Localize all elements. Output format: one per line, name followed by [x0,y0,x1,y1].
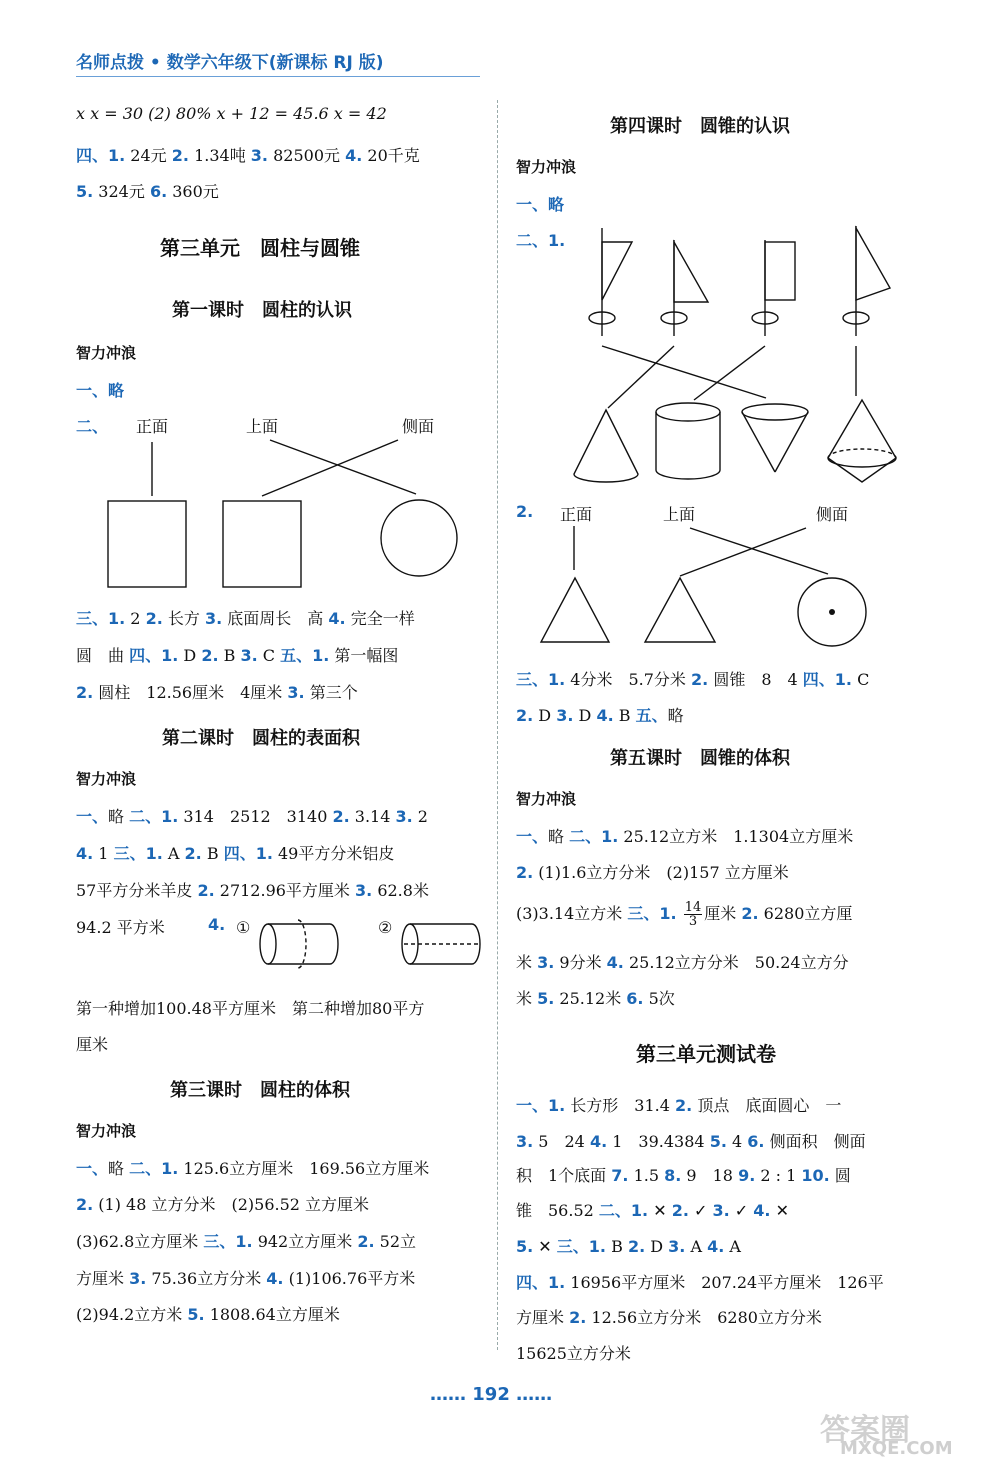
question-number: 五、1. [280,646,330,665]
fraction-numerator: 14 [684,900,702,915]
answer-line [516,824,853,847]
answer-text: 5次 [643,989,675,1008]
front-view-triangle [541,578,609,642]
answer-text: 5 24 [533,1132,590,1151]
question-number: 三、1. [627,904,677,923]
question-number: 四、1. [129,646,179,665]
answer-line [76,1302,340,1325]
answer-text: 方厘米 [516,1308,570,1327]
answer-text: 75.36立方分米 [146,1269,267,1288]
answer-text: 1.34吨 [188,146,251,165]
answer-line [516,703,684,726]
answer-text: 略 [108,807,130,826]
answer-line: x x = 30 (2) 80% x + 12 = 45.6 x = 42 [76,104,387,123]
answer-text: 57平方分米羊皮 [76,881,198,900]
view-label: 正面 [136,417,169,436]
question-number: 2. [145,609,163,628]
answer-line [76,1229,416,1252]
answer-text: 第一幅图 [329,646,399,665]
answer-text: 略 [548,827,570,846]
lesson-title: 第三课时 圆柱的体积 [170,1080,350,1101]
question-number: 2. [171,146,189,165]
answer-text: ✓ [729,1201,754,1220]
question-number: 5. [76,182,94,201]
answer-line [516,1305,822,1328]
answer-text: 2712.96平方厘米 [214,881,356,900]
question-number: 4. [753,1201,771,1220]
answer-text: 锥 56.52 [516,1201,599,1220]
lesson-title: 第四课时 圆锥的认识 [610,116,790,137]
unit-title: 第三单元 圆柱与圆锥 [160,236,360,260]
question-number: 2. [516,706,534,725]
answer-line: 厘米 [76,1035,109,1054]
cone-views-diagram [0,0,1000,700]
answer-text: 9分米 [554,953,607,972]
answer-text: 942立方厘米 [252,1232,358,1251]
answer-text: C [257,646,281,665]
answer-text: 2 [125,609,146,628]
answer-text: 360元 [167,182,219,201]
answer-text: 25.12立方米 1.1304立方厘米 [618,827,854,846]
lesson-title: 第二课时 圆柱的表面积 [162,728,360,749]
answer-text: D [573,706,597,725]
question-number: 一、 [516,827,549,846]
question-number: 2. [741,904,759,923]
question-number: 3. [668,1237,686,1256]
question-number: 10. [801,1166,830,1185]
answer-text: 52立 [374,1232,416,1251]
answer-line [76,1156,429,1179]
answer-text: (1) 48 立方分米 (2)56.52 立方厘米 [93,1195,370,1214]
answer-text: 方厘米 [76,1269,130,1288]
answer-text: 24元 [125,146,172,165]
answer-text: ✕ [648,1201,672,1220]
answer-text: 62.8米 [372,881,429,900]
fraction-denominator: 3 [688,914,698,929]
question-number: 3. [240,646,258,665]
question-number: 一、 [76,807,109,826]
question-number: 2. [357,1232,375,1251]
question-number: 2. [184,844,202,863]
question-number: 3. [355,881,373,900]
question-number: 3. [516,1132,534,1151]
question-number: 三、1. [516,670,566,689]
answer-text: B [606,1237,628,1256]
answer-text: (1)1.6立方分米 (2)157 立方厘米 [533,863,789,882]
test-title: 第三单元测试卷 [636,1042,776,1066]
answer-text: ✓ [688,1201,713,1220]
view-label: 上面 [246,417,279,436]
answer-line [516,860,789,883]
answer-text: 长方 [162,609,205,628]
answer-text: 49平方分米铝皮 [272,844,395,863]
answer-text: 圆 [829,1166,851,1185]
answer-text: 顶点 底面圆心 一 [692,1096,842,1115]
question-number: 3. [537,953,555,972]
answer-text: 第三个 [304,683,358,702]
question-number: 三、1. [203,1232,253,1251]
answer-line [76,1266,415,1289]
question-number: 6. [626,989,644,1008]
question-number: 2. [671,1201,689,1220]
question-number: 2. [569,1308,587,1327]
answer-text: B [218,646,241,665]
answer-text: 324元 [93,182,150,201]
section-label: 智力冲浪 [76,1122,137,1140]
answer-text: D [178,646,202,665]
answer-text: A [162,844,185,863]
answer-line [516,1198,789,1221]
question-number: 6. [747,1132,765,1151]
question-number: 2. [332,807,350,826]
answer-text: (2)94.2立方米 [76,1305,188,1324]
answer-text: 积 1个底面 [516,1166,612,1185]
answer-text: 4 [726,1132,748,1151]
answer-line [516,667,869,690]
question-number: 4. [589,1132,608,1151]
answer-line [516,1129,866,1152]
question-number: 四、1. [802,670,853,689]
question-number: 3. [395,807,413,826]
answer-text: 长方形 31.4 [565,1096,676,1115]
page-header: 名师点拨 • 数学六年级下(新课标 RJ 版) [76,53,384,73]
question-number: 五、 [635,706,668,725]
answer-text: (1)106.76平方米 [283,1269,416,1288]
question-number: 三、1. [113,844,163,863]
answer-line: 第一种增加100.48平方厘米 第二种增加80平方 [76,999,425,1018]
answer-text: D [645,1237,669,1256]
section-label: 智力冲浪 [76,770,137,788]
question-number: 二、1. [129,1159,179,1178]
view-label: 侧面 [816,505,849,524]
answer-text: 1 [93,844,114,863]
question-number: 3. [556,706,574,725]
section-label: 智力冲浪 [516,158,577,176]
answer-text: 20千克 [362,146,420,165]
answer-text: 米 [516,953,538,972]
question-number: 4. [328,609,346,628]
question-number: 4. [208,915,226,934]
question-label: 二、 [76,417,109,436]
answer-text: 12.56立方分米 6280立方分米 [586,1308,822,1327]
question-number: 三、1. [556,1237,607,1256]
answer-line: 一、略 [516,195,565,214]
answer-line: 15625立方分米 [516,1344,631,1363]
answer-text: 9 18 [681,1166,739,1185]
answer-text: 314 2512 3140 [178,807,333,826]
lesson-title: 第五课时 圆锥的体积 [610,748,790,769]
cut-line [298,920,306,968]
question-number: 4. [707,1237,725,1256]
answer-line [516,986,675,1009]
view-label: 侧面 [402,417,435,436]
page-number: …… 192 …… [430,1384,553,1405]
question-number: 四、1. [76,146,126,165]
question-number: 一、 [76,1159,109,1178]
question-number: 7. [611,1166,629,1185]
answer-text: 侧面积 侧面 [764,1132,866,1151]
answer-text: 4分米 5.7分米 [565,670,692,689]
question-number: 二、1. [598,1201,649,1220]
answer-text: 完全一样 [345,609,415,628]
watermark-url: MXQE.COM [840,1438,953,1459]
question-number: 二、1. [569,827,619,846]
answer-text: 82500元 [268,146,346,165]
answer-line [516,950,849,973]
answer-text: 1 39.4384 [607,1132,710,1151]
answer-line: 一、略 [76,381,125,400]
answer-text: 25.12米 [554,989,627,1008]
question-number: 4. [345,146,363,165]
answer-text: 1808.64立方厘米 [204,1305,340,1324]
lesson-title: 第一课时 圆柱的认识 [172,300,352,321]
answer-text: 米 [516,989,538,1008]
answer-text: A [685,1237,708,1256]
question-number: 4. [266,1269,284,1288]
answer-line [516,1234,741,1257]
fraction [684,901,703,928]
section-label: 智力冲浪 [516,790,577,808]
answer-line: 94.2 平方米 [76,918,165,937]
question-number: 2. [76,1195,94,1214]
question-number: 5. [187,1305,205,1324]
answer-text: 底面周长 高 [222,609,329,628]
answer-line [76,1192,369,1215]
section-label: 智力冲浪 [76,344,137,362]
view-label: 正面 [560,505,593,524]
answer-text: ✕ [533,1237,557,1256]
question-number: 一、1. [516,1096,566,1115]
question-number: 2. [76,683,94,702]
answer-line [516,1163,851,1186]
question-number: 5. [537,989,555,1008]
answer-text: 厘米 [704,904,742,923]
question-number: 四、1. [516,1273,566,1292]
answer-line [516,1270,884,1293]
answer-text: 3.14 [349,807,396,826]
question-number: 2. [675,1096,693,1115]
cylinder-left-end [260,924,276,964]
answer-line [516,1093,841,1116]
question-number: 8. [664,1166,682,1185]
answer-text: C [852,670,870,689]
top-view-triangle [645,578,715,642]
answer-text: B [613,706,636,725]
question-number: 二、1. [129,807,179,826]
answer-text: 25.12立方分米 50.24立方分 [623,953,849,972]
answer-text: 圆柱 12.56厘米 4厘米 [93,683,288,702]
question-number: 3. [204,609,223,628]
option-marker: ② [378,918,393,937]
answer-text: 2 : 1 [755,1166,802,1185]
question-number: 2. [691,670,709,689]
question-number: 4. [606,953,624,972]
view-label: 上面 [663,505,696,524]
question-number: 四、1. [223,844,273,863]
answer-text: 125.6立方厘米 169.56立方厘米 [178,1159,430,1178]
answer-line [516,901,852,928]
answer-text: D [533,706,557,725]
question-number: 3. [129,1269,147,1288]
answer-text: (3)3.14立方米 [516,904,628,923]
question-number: 5. [516,1237,534,1256]
question-number: 2. [516,863,534,882]
question-number: 2. [201,646,219,665]
answer-text: 圆 曲 [76,646,130,665]
answer-text: ✕ [770,1201,790,1220]
answer-text: 略 [108,1159,130,1178]
question-number: 5. [709,1132,727,1151]
question-number: 4. [76,844,94,863]
question-label: 二、1. [516,231,566,250]
answer-text: A [724,1237,741,1256]
answer-text: 略 [667,706,684,725]
question-number: 6. [149,182,168,201]
answer-text: B [201,844,224,863]
watermark-logo: 答案圈 [820,1413,910,1448]
answer-text: 圆锥 8 4 [708,670,803,689]
question-number: 4. [596,706,614,725]
question-number: 9. [738,1166,756,1185]
question-number: 2. [516,502,534,521]
question-number: 2. [197,881,215,900]
question-number: 2. [627,1237,646,1256]
answer-text: 1.5 [628,1166,665,1185]
center-dot [829,609,835,615]
answer-text: (3)62.8立方厘米 [76,1232,204,1251]
answer-text: 16956平方厘米 207.24平方厘米 126平 [565,1273,884,1292]
answer-text: 6280立方厘 [758,904,853,923]
question-number: 三、1. [76,609,126,628]
question-number: 3. [712,1201,730,1220]
option-marker: ① [236,918,251,937]
answer-text: 2 [412,807,428,826]
question-number: 3. [287,683,305,702]
question-number: 3. [250,146,269,165]
